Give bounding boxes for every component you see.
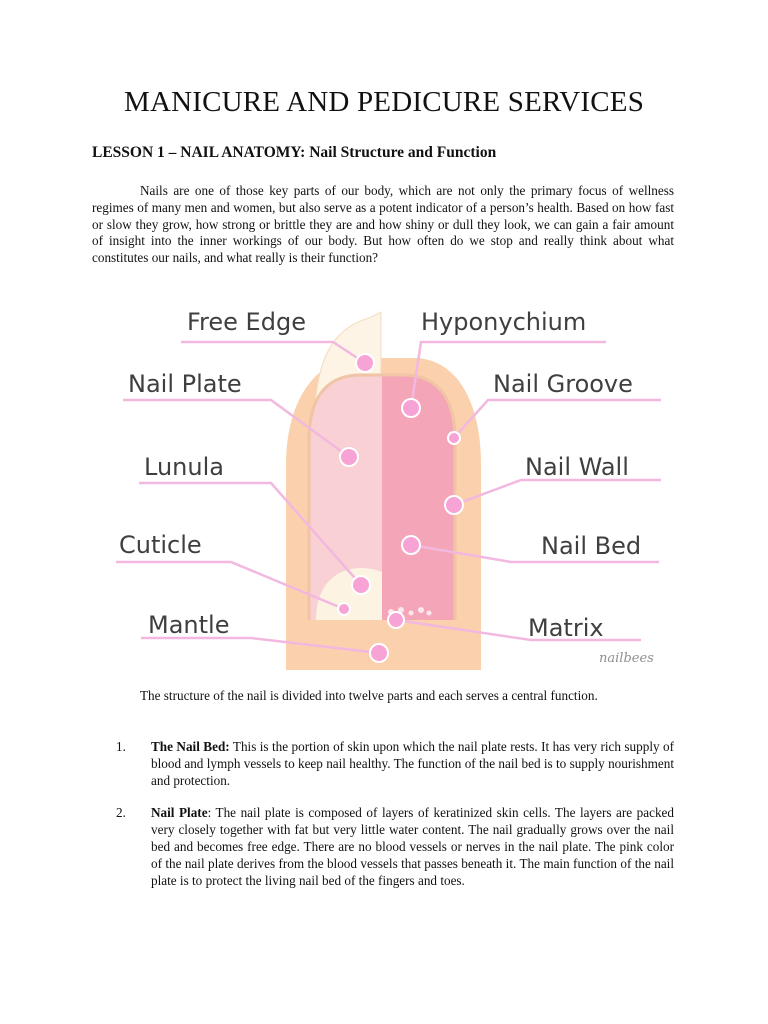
dot-hyponychium bbox=[402, 399, 420, 417]
label-mantle: Mantle bbox=[148, 611, 230, 639]
leader-nail-wall bbox=[454, 480, 661, 505]
dot-nail-groove bbox=[448, 432, 460, 444]
list-item-number: 2. bbox=[116, 805, 126, 821]
list-item-term: The Nail Bed: bbox=[151, 739, 230, 754]
dot-nail-plate bbox=[340, 448, 358, 466]
list-item-number: 1. bbox=[116, 739, 126, 754]
label-cuticle: Cuticle bbox=[119, 531, 202, 559]
label-lunula: Lunula bbox=[144, 453, 224, 481]
label-hyponychium: Hyponychium bbox=[421, 308, 587, 336]
dot-free-edge bbox=[356, 354, 374, 372]
nail-parts-list bbox=[92, 739, 674, 905]
dot-mantle bbox=[370, 644, 388, 662]
label-nail-wall: Nail Wall bbox=[525, 453, 629, 481]
label-matrix: Matrix bbox=[528, 614, 604, 642]
intro-paragraph: Nails are one of those key parts of our body, which are not only the primary focus of wellness regimes of many men and women, but also serve as a potent indicator of a person’s health. Based on how fast or slow they grow, how strong or brittle they are and how shiny or dull they look, we can gain a fair amount of insight into the inner workings of our body. But how often do we stop and really think about what constitutes our nails, and what really is their function? bbox=[92, 183, 674, 266]
list-item-text: This is the portion of skin upon which the nail plate rests. It has very rich supply of blood and lymph vessels to keep nail healthy. The function of the nail bed is to supply nourishment and protection. bbox=[151, 739, 674, 788]
lesson-heading: LESSON 1 – NAIL ANATOMY: Nail Structure and Function bbox=[92, 144, 497, 161]
list-item-term: Nail Plate bbox=[151, 805, 208, 821]
dot-lunula bbox=[352, 576, 370, 594]
dot-nail-bed bbox=[402, 536, 420, 554]
label-free-edge: Free Edge bbox=[187, 308, 306, 336]
list-item bbox=[92, 805, 674, 889]
nail-anatomy-diagram bbox=[111, 300, 669, 670]
structure-paragraph: The structure of the nail is divided into twelve parts and each serves a central function. bbox=[140, 688, 598, 703]
dot-cuticle bbox=[338, 603, 350, 615]
label-nail-bed: Nail Bed bbox=[541, 532, 642, 560]
dot-matrix bbox=[388, 612, 404, 628]
leader-nail-groove bbox=[454, 400, 661, 438]
label-nail-groove: Nail Groove bbox=[493, 370, 633, 398]
label-nail-plate: Nail Plate bbox=[128, 370, 242, 398]
list-item bbox=[92, 739, 674, 789]
dot-nail-wall bbox=[445, 496, 463, 514]
list-item-text: : The nail plate is composed of layers of keratinized skin cells. The layers are packed very closely together with fat but very little water content. The nail gradually grows over the nail bed and becomes free edge. There are no blood vessels or nerves in the nail plate. The pink color of the nail plate derives from the blood vessels that passes beneath it. The main function of the nail plate is to protect the living nail bed of the fingers and toes. bbox=[151, 805, 674, 888]
page-title: MANICURE AND PEDICURE SERVICES bbox=[123, 86, 645, 118]
watermark-logo: nailbees bbox=[599, 651, 654, 666]
